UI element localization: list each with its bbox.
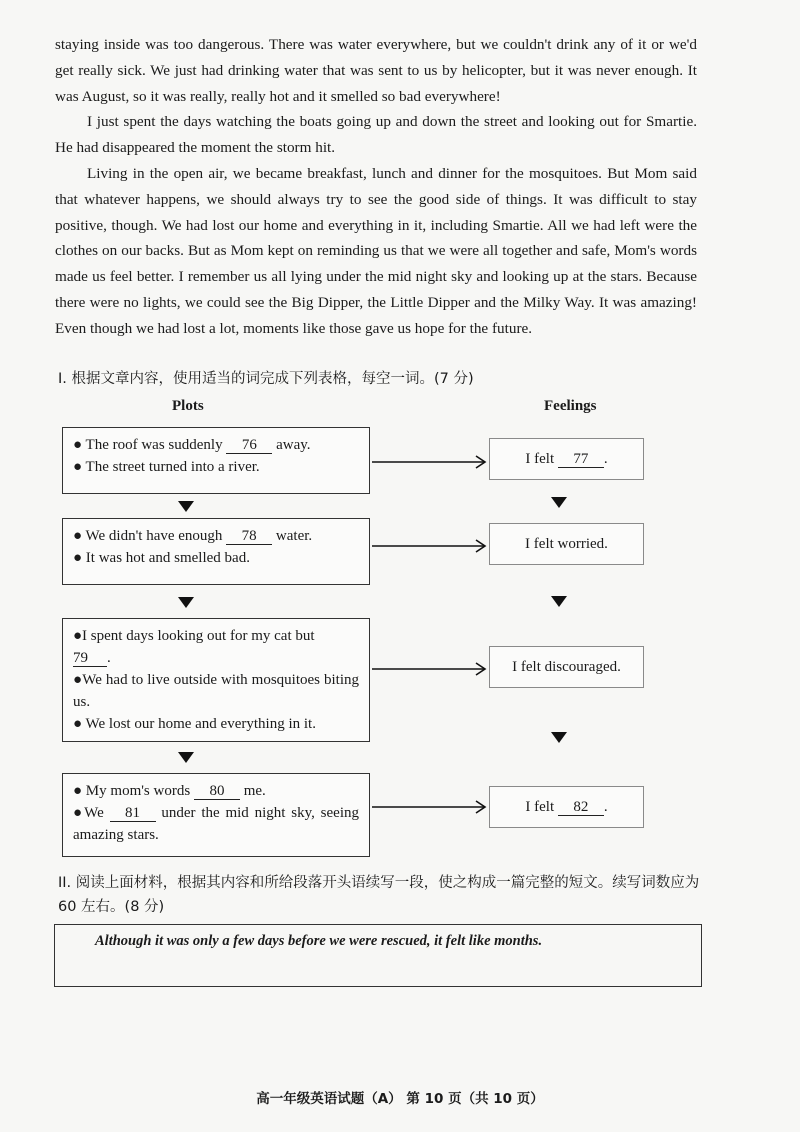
plot-2-line-2: ● It was hot and smelled bad. [73,550,250,566]
triangle-down-icon [178,752,194,763]
plot-3-line-3: ● We lost our home and everything in it. [73,716,316,732]
continuation-writing-box[interactable] [54,924,702,987]
triangle-down-icon [551,596,567,607]
section-2-instruction: II. 阅读上面材料，根据其内容和所给段落开头语续写一段，使之构成一篇完整的短文。续写词数应为 60 左右。(8 分) [58,875,700,915]
plots-header: Plots [172,398,204,414]
plot-4-line-1: ● My mom's words 80 me. [73,783,266,799]
opening-sentence: Although it was only a few days before we were rescued, it felt like months. [95,933,543,949]
plot-3-line-2: ●We had to live outside with mosquitoes biting us. [73,672,359,710]
plot-3-blank-line: 79 . [73,650,111,666]
blank-79[interactable]: 79 [73,650,107,667]
feeling-box-1: I felt 77 . [489,438,644,480]
triangle-down-icon [551,732,567,743]
passage-paragraph-1: staying inside was too dangerous. There was water everywhere, but we couldn't drink any of it or we'd get really sick. We just had drinking water that was sent to us by helicopter, but it was never enough. It was August, so it was really, really hot and it smelled so bad everywhere! [55,36,697,105]
blank-81[interactable]: 81 [110,805,156,822]
passage-paragraph-2: I just spent the days watching the boats going up and down the street and looking out for Smartie. He had disappeared the moment the storm hit. [55,113,697,157]
plot-box-2 [62,518,370,585]
plot-2-line-1: ● We didn't have enough 78 water. [73,528,313,544]
plot-1-line-1: ● The roof was suddenly 76 away. [73,437,311,453]
triangle-down-icon [551,497,567,508]
blank-77[interactable]: 77 [558,451,604,468]
triangle-down-icon [178,501,194,512]
page-footer: 高一年级英语试题（A） 第 10 页（共 10 页） [256,1091,544,1107]
arrow-right-icon [370,797,490,817]
blank-80[interactable]: 80 [194,783,240,800]
plot-3-line-1: ●I spent days looking out for my cat but [73,628,315,644]
plot-4-line-2: ●We 81 under the mid night sky, seeing amazing stars. [73,805,359,843]
arrow-right-icon [370,452,490,472]
blank-82[interactable]: 82 [558,799,604,816]
reading-passage [55,32,697,342]
plot-box-1 [62,427,370,494]
feeling-box-3: I felt discouraged. [489,646,644,688]
blank-76[interactable]: 76 [226,437,272,454]
feeling-box-2: I felt worried. [489,523,644,565]
plot-box-4 [62,773,370,857]
arrow-right-icon [370,536,490,556]
feelings-header: Feelings [544,398,597,414]
plot-box-3 [62,618,370,742]
passage-paragraph-3: Living in the open air, we became breakfast, lunch and dinner for the mosquitoes. But Mom said that whatever happens, we should always try to see the good side of things. It was difficult to stay positive, though. We had lost our home and everything in it, including Smartie. All we had left were the clothes on our backs. But as Mom kept on reminding us that we were all together and safe, Mom's words made us feel better. I remember us all lying under the mid night sky and looking up at the stars. Because there were no lights, we could see the Big Dipper, the Little Dipper and the Milky Way. It was amazing! Even though we had lost a lot, moments like those gave us hope for the future. [55,164,697,337]
feeling-box-4: I felt 82 . [489,786,644,828]
plot-1-line-2: ● The street turned into a river. [73,459,260,475]
arrow-right-icon [370,659,490,679]
triangle-down-icon [178,597,194,608]
section-1-instruction: I. 根据文章内容，使用适当的词完成下列表格，每空一词。(7 分) [58,371,474,387]
blank-78[interactable]: 78 [226,528,272,545]
